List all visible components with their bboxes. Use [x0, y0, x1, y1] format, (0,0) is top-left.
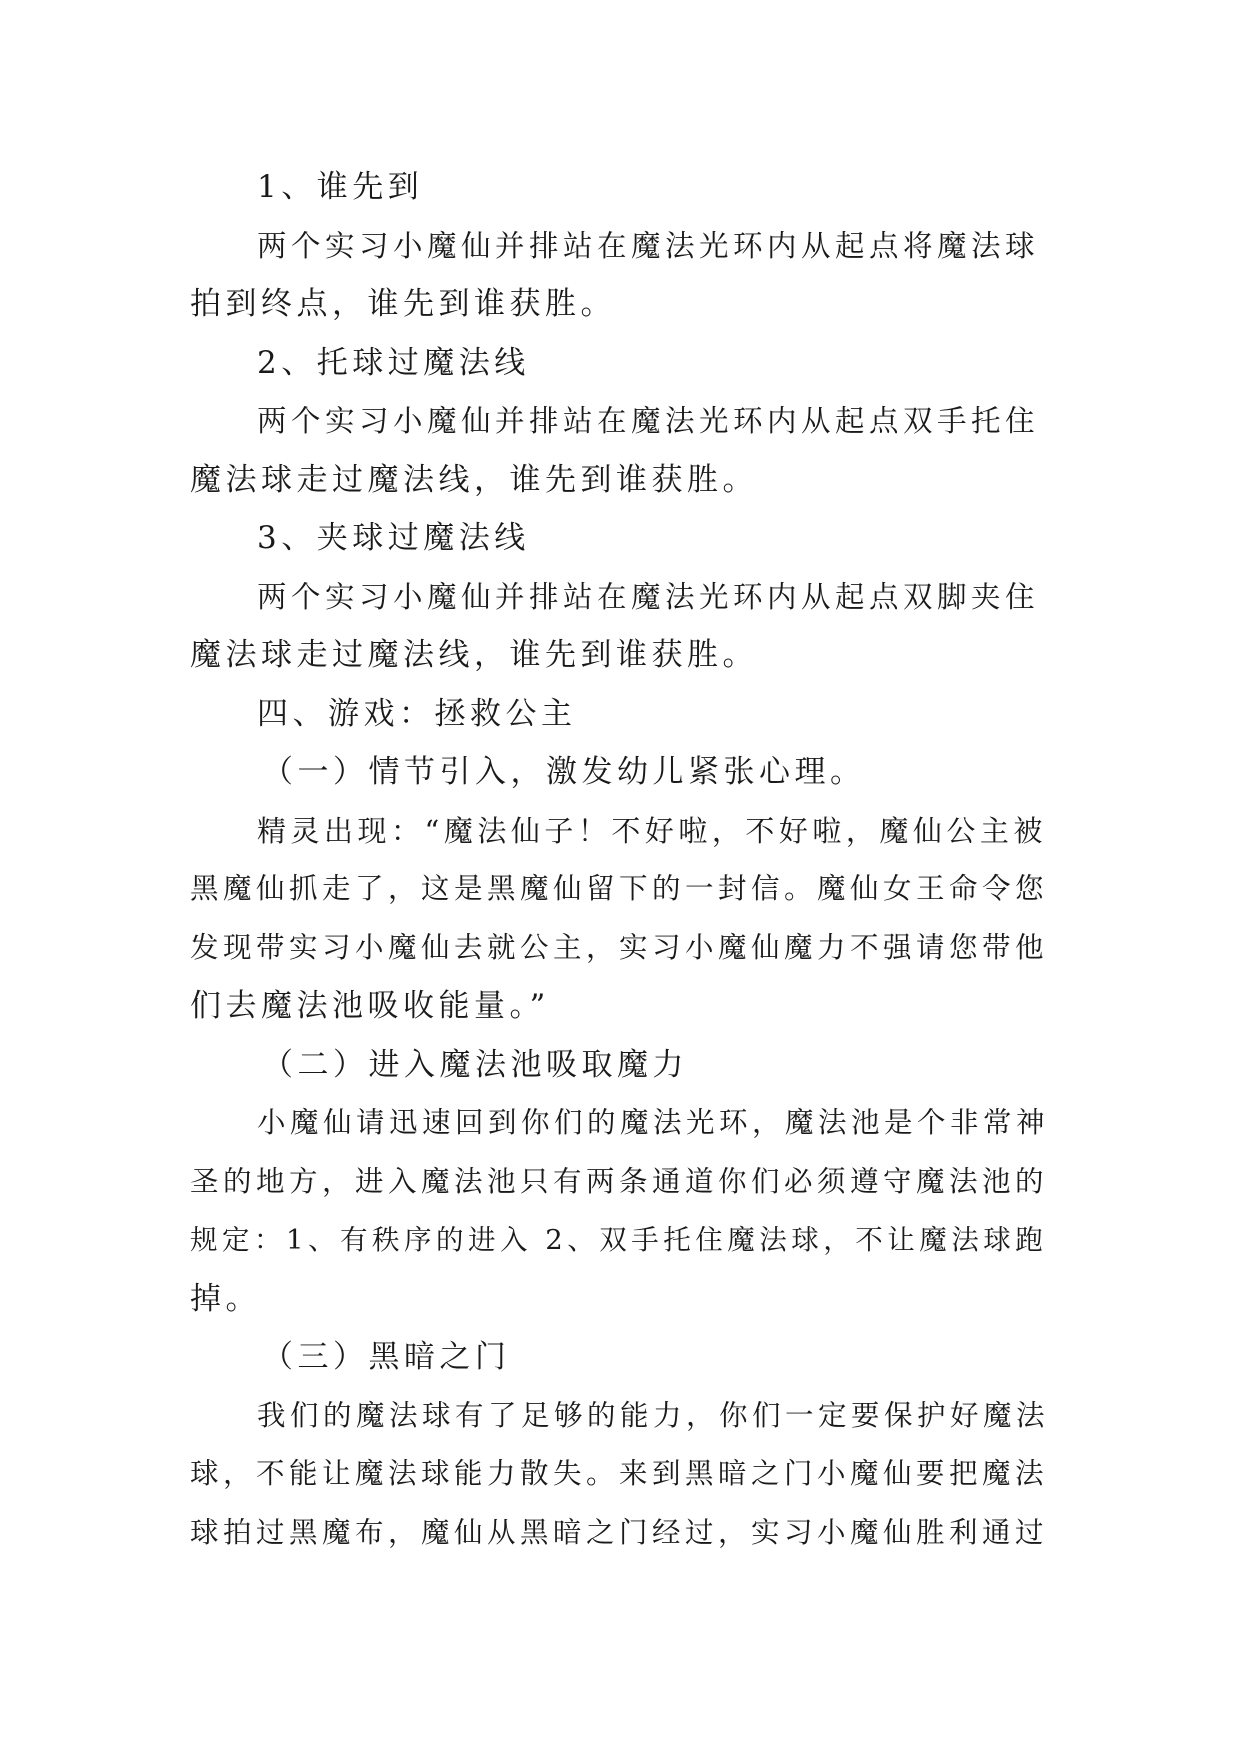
subsection-heading-dark-gate: （三）黑暗之门 — [262, 1339, 511, 1375]
paragraph-line: 精灵出现：“魔法仙子！不好啦，不好啦，魔仙公主被 — [257, 813, 1047, 848]
section-heading-game: 四、游戏：拯救公主 — [257, 695, 577, 732]
paragraph-line: 规定：1、有秩序的进入 2、双手托住魔法球，不让魔法球跑 — [190, 1224, 1048, 1256]
paragraph-line: 发现带实习小魔仙去就公主，实习小魔仙魔力不强请您带他 — [190, 930, 1049, 964]
paragraph-line: 两个实习小魔仙并排站在魔法光环内从起点双脚夹住 — [257, 579, 1040, 614]
paragraph-line: 小魔仙请迅速回到你们的魔法光环，魔法池是个非常神 — [257, 1106, 1050, 1139]
paragraph-line: 圣的地方，进入魔法池只有两条通道你们必须遵守魔法池的 — [190, 1164, 1049, 1198]
paragraph-line: 掉。 — [190, 1280, 261, 1317]
document-body — [190, 158, 1050, 1562]
heading-clamp-ball: 3、夹球过魔法线 — [257, 520, 530, 556]
paragraph-line: 魔法球走过魔法线，谁先到谁获胜。 — [190, 637, 758, 673]
subsection-heading-plot-intro: （一）情节引入，激发幼儿紧张心理。 — [262, 754, 866, 790]
paragraph-line: 两个实习小魔仙并排站在魔法光环内从起点双手托住 — [257, 404, 1040, 438]
paragraph-line: 球拍过黑魔布，魔仙从黑暗之门经过，实习小魔仙胜利通过 — [190, 1515, 1049, 1549]
paragraph-line: 两个实习小魔仙并排站在魔法光环内从起点将魔法球 — [257, 228, 1040, 263]
paragraph-line: 我们的魔法球有了足够的能力，你们一定要保护好魔法 — [257, 1398, 1050, 1432]
subsection-heading-magic-pool: （二）进入魔法池吸取魔力 — [262, 1046, 688, 1083]
heading-carry-ball: 2、托球过魔法线 — [257, 344, 530, 381]
paragraph-line: 拍到终点，谁先到谁获胜。 — [190, 286, 616, 322]
paragraph-line: 魔法球走过魔法线，谁先到谁获胜。 — [190, 461, 758, 498]
paragraph-line: 们去魔法池吸收能量。” — [190, 988, 550, 1024]
paragraph-line: 黑魔仙抓走了，这是黑魔仙留下的一封信。魔仙女王命令您 — [190, 872, 1049, 905]
paragraph-line: 球，不能让魔法球能力散失。来到黑暗之门小魔仙要把魔法 — [190, 1457, 1049, 1490]
heading-who-first: 1、谁先到 — [257, 169, 424, 205]
